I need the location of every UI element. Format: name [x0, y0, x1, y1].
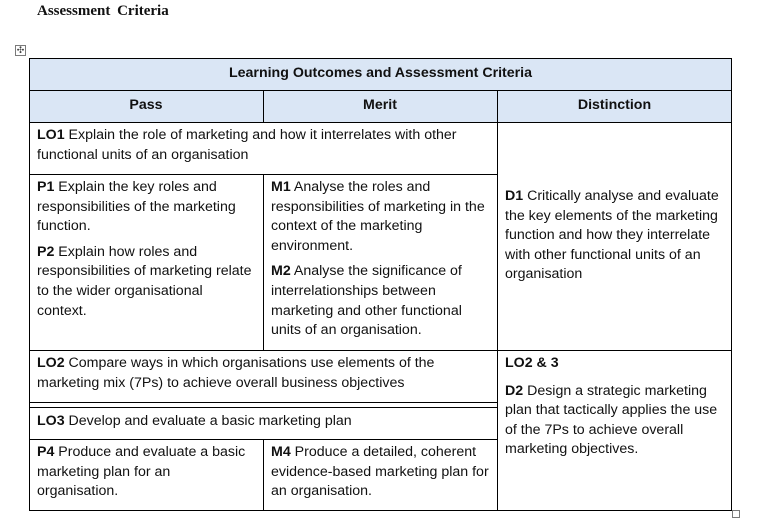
table-resize-handle[interactable] — [732, 510, 740, 518]
table-move-handle-icon[interactable]: ✣ — [16, 45, 25, 55]
learning-outcome-lo2 — [29, 350, 497, 402]
table-title: Learning Outcomes and Assessment Criteria — [29, 58, 732, 90]
p1-text: Explain the key roles and responsibilities of the marketing function. — [37, 179, 236, 235]
distinction-criteria-d2 — [497, 350, 732, 511]
lo23-code: LO2 & 3 — [505, 355, 559, 371]
p2-text: Explain how roles and responsibilities of marketing relate to the wider organisational context. — [37, 243, 252, 319]
table-border-bottom — [29, 510, 732, 511]
m1-text: Analyse the roles and responsibilities of marketing in the context of the marketing environment. — [271, 179, 485, 254]
row-line — [29, 402, 497, 403]
distinction-criteria-d1 — [497, 122, 732, 350]
p1-code: P1 — [37, 179, 55, 195]
lo3-text: Develop and evaluate a basic marketing plan — [64, 413, 352, 429]
column-header-merit: Merit — [263, 90, 497, 122]
lo1-text: Explain the role of marketing and how it interrelates with other functional units of an organisation — [37, 127, 457, 163]
pass-criteria-p1-p2 — [29, 174, 263, 350]
lo2-code: LO2 — [37, 355, 65, 371]
learning-outcome-lo1 — [29, 122, 497, 174]
row-line — [29, 90, 732, 91]
table-border-left — [29, 58, 30, 511]
d2-text: Design a strategic marketing plan that tactically applies the use of the 7Ps to achieve overall marketing objectives. — [505, 382, 718, 458]
p4-code: P4 — [37, 444, 55, 460]
row-line — [29, 407, 497, 408]
m2-code: M2 — [271, 263, 291, 280]
m4-text: Produce a detailed, coherent evidence-based marketing plan for an organisation. — [271, 444, 489, 500]
assessment-criteria-table — [29, 58, 732, 511]
column-line — [497, 90, 498, 511]
d1-code: D1 — [505, 188, 524, 205]
page-heading: Assessment Criteria — [37, 3, 169, 19]
table-border-right — [731, 58, 732, 511]
lo1-code: LO1 — [37, 127, 65, 143]
column-header-distinction: Distinction — [497, 90, 732, 122]
m4-code: M4 — [271, 444, 291, 460]
table-border-top — [29, 58, 732, 59]
column-line — [263, 174, 264, 351]
row-line — [29, 350, 732, 351]
lo2-text: Compare ways in which organisations use elements of the marketing mix (7Ps) to achieve overall business objectives — [37, 355, 435, 391]
d1-text: Critically analyse and evaluate the key elements of the marketing function and how they interrelate with other functional units of an organisation — [505, 188, 719, 283]
learning-outcome-lo3 — [29, 408, 497, 439]
row-line — [29, 122, 732, 123]
m1-code: M1 — [271, 179, 291, 195]
column-line — [263, 90, 264, 123]
p4-text: Produce and evaluate a basic marketing plan for an organisation. — [37, 444, 246, 500]
lo3-code: LO3 — [37, 413, 65, 429]
p2-code: P2 — [37, 243, 55, 260]
column-header-pass: Pass — [29, 90, 263, 122]
d2-code: D2 — [505, 382, 524, 399]
column-line — [263, 439, 264, 511]
merit-criteria-m4 — [263, 439, 497, 511]
m2-text: Analyse the significance of interrelationships between marketing and other functional units of an organisation. — [271, 263, 462, 339]
merit-criteria-m1-m2 — [263, 174, 497, 350]
pass-criteria-p4 — [29, 439, 263, 511]
